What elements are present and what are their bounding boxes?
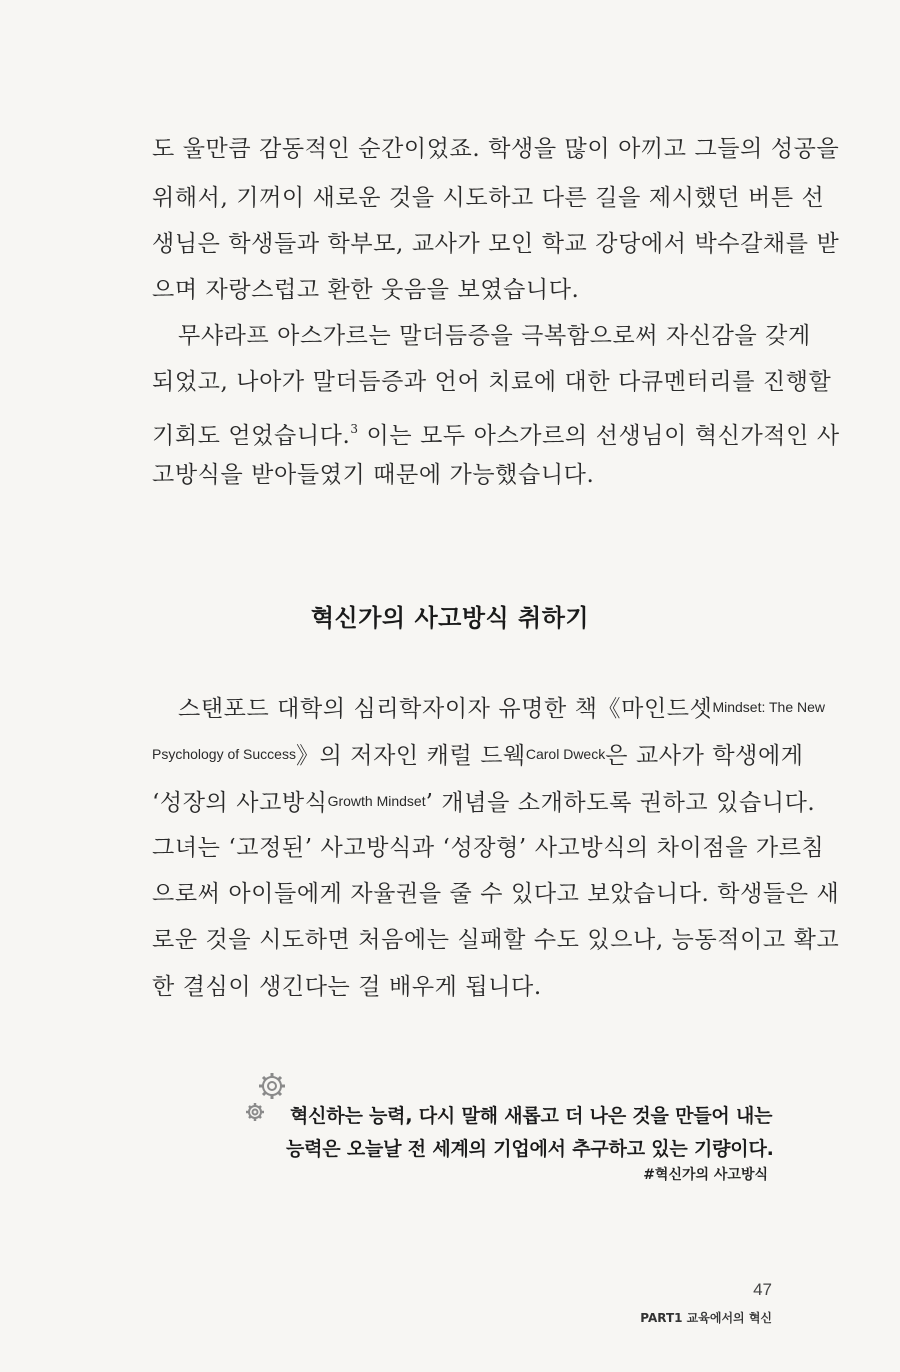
text-line: 한 결심이 생긴다는 걸 배우게 됩니다. [152,974,542,1000]
quote-line-2: 능력은 오늘날 전 세계의 기업에서 추구하고 있는 기량이다. [286,1138,774,1160]
english-gloss: Mindset: The New [712,699,826,715]
section-heading: 혁신가의 사고방식 취하기 [310,604,590,632]
text-line: 위해서, 기꺼이 새로운 것을 시도하고 다른 길을 제시했던 버튼 선 [152,185,825,211]
text-line: 그녀는 ‘고정된’ 사고방식과 ‘성장형’ 사고방식의 차이점을 가르침 [152,835,825,861]
text-line: 고방식을 받아들였기 때문에 가능했습니다. [152,462,595,488]
text-segment: ’ 개념을 소개하도록 권하고 있습니다. [425,790,816,816]
text-line: 도 울만큼 감동적인 순간이었죠. 학생을 많이 아끼고 그들의 성공을 [152,136,840,162]
text-line: 로운 것을 시도하면 처음에는 실패할 수도 있으나, 능동적이고 확고 [152,927,840,953]
text-line [152,739,804,771]
text-line: 생님은 학생들과 학부모, 교사가 모인 학교 강당에서 박수갈채를 받 [152,231,840,257]
text-line: 으로써 아이들에게 자율권을 줄 수 있다고 보았습니다. 학생들은 새 [152,881,840,907]
text-segment: 은 교사가 학생에게 [605,743,804,769]
text-line: 되었고, 나아가 말더듬증과 언어 치료에 대한 다큐멘터리를 진행할 [152,369,832,395]
text-line: 으며 자랑스럽고 환한 웃음을 보였습니다. [152,277,580,303]
footnote-marker: 3 [350,422,359,436]
text-segment: 》의 저자인 캐럴 드웩 [295,743,526,769]
text-line [152,786,815,818]
text-line [152,414,840,451]
page-number: 47 [753,1280,772,1299]
english-gloss: Psychology of Success [152,746,296,762]
quote-hashtag: #혁신가의 사고방식 [643,1167,768,1183]
text-line: 무샤라프 아스가르는 말더듬증을 극복함으로써 자신감을 갖게 [178,323,811,349]
quote-line-1: 혁신하는 능력, 다시 말해 새롭고 더 나은 것을 만들어 내는 [290,1105,773,1127]
english-gloss: Carol Dweck [525,746,606,762]
text-segment: 이는 모두 아스가르의 선생님이 혁신가적인 사 [358,423,840,449]
text-segment: ‘성장의 사고방식 [152,790,328,816]
gear-icon [240,1070,292,1126]
running-footer: PART1 교육에서의 혁신 [640,1311,772,1325]
text-segment: 스탠포드 대학의 심리학자이자 유명한 책《마인드셋 [178,696,713,722]
text-segment: 기회도 얻었습니다. [152,423,351,449]
english-gloss: Growth Mindset [327,793,426,809]
text-line [178,692,825,724]
